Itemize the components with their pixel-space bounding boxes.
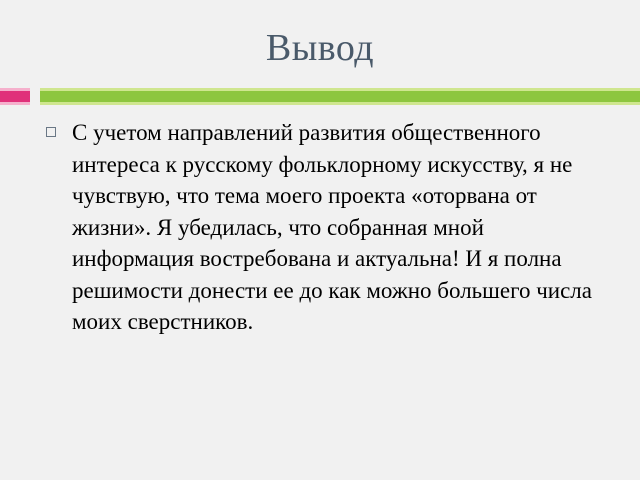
- bullet-item: [46, 117, 606, 338]
- slide-title: Вывод: [265, 27, 375, 69]
- title-divider: [0, 88, 640, 105]
- square-bullet-icon: [46, 127, 56, 137]
- divider-pink-segment: [0, 88, 30, 105]
- slide-content: [46, 117, 606, 338]
- bullet-text: С учетом направлений развития общественного интереса к русскому фольклорному искусству, я не чувствую, что тема моего проекта «оторвана от жизни». Я убедилась, что собранная мной информация востребована и актуальна! И я полна решимости донести ее до как можно большего числа моих сверстников.: [72, 120, 592, 334]
- divider-green-segment: [40, 88, 640, 105]
